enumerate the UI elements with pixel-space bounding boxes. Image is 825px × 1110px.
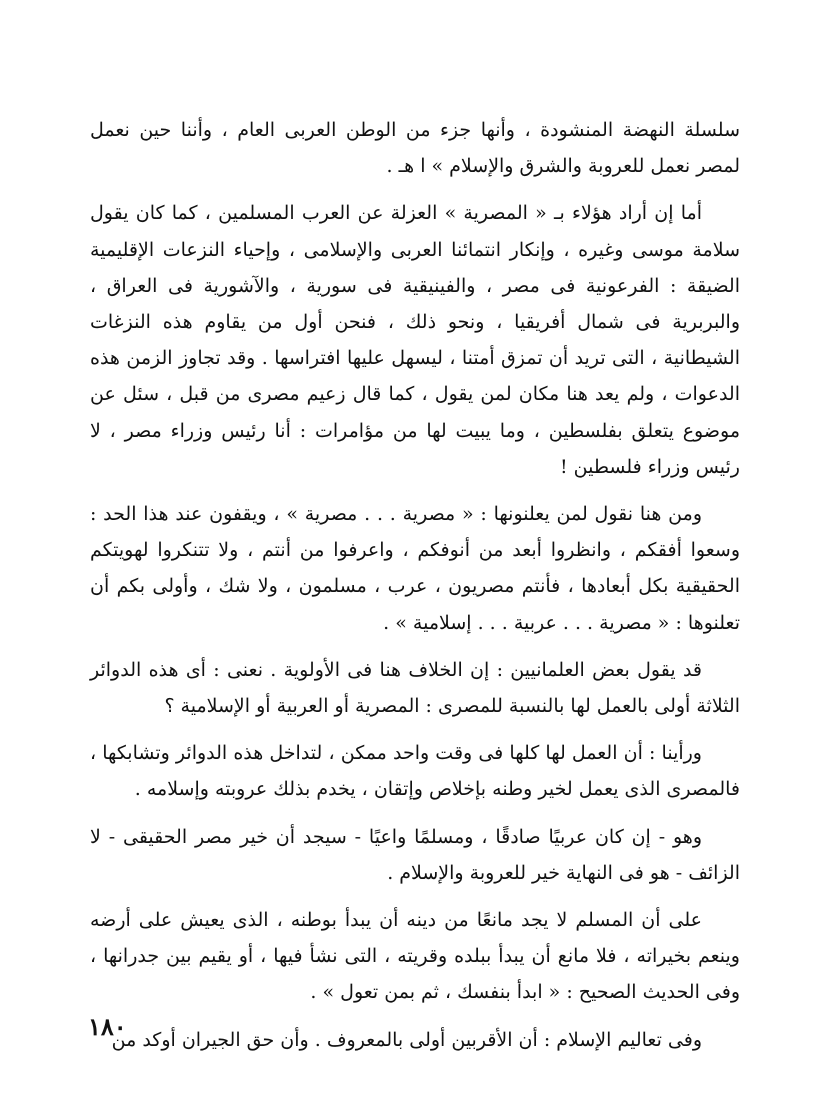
paragraph-3: ومن هنا نقول لمن يعلنونها : « مصرية . . . مصرية » ، ويقفون عند هذا الحد : وسعوا أفقكم ، وانظروا أبعد من أنوفكم ، واعرفوا من أنتم ، ولا تتنكروا لهويتكم الحقيقية بكل أبعادها ، فأنتم مصريون ، عرب ، مسلمون ، ولا شك ، وأولى بكم أن تعلنوها : « مصرية . . . عربية . . . إسلامية » . [90,503,740,634]
paragraph-5: ورأينا : أن العمل لها كلها فى وقت واحد ممكن ، لتداخل هذه الدوائر وتشابكها ، فالمصرى الذى يعمل لخير وطنه بإخلاص وإتقان ، يخدم بذلك عروبته وإسلامه . [90,742,740,801]
paragraph-1: سلسلة النهضة المنشودة ، وأنها جزء من الوطن العربى العام ، وأننا حين نعمل لمصر نعمل للعروبة والشرق والإسلام » ا هـ . [90,119,740,178]
paragraph-7: على أن المسلم لا يجد مانعًا من دينه أن يبدأ بوطنه ، الذى يعيش على أرضه وينعم بخيراته ، فلا مانع أن يبدأ ببلده وقريته ، التى نشأ فيها ، أو يقيم بين جدرانها ، وفى الحديث الصحيح : « ابدأ بنفسك ، ثم بمن تعول » . [90,909,740,1004]
paragraph-8: وفى تعاليم الإسلام : أن الأقربين أولى بالمعروف . وأن حق الجيران أوكد من [111,1028,702,1051]
paragraph-2: أما إن أراد هؤلاء بـ « المصرية » العزلة عن العرب المسلمين ، كما كان يقول سلامة موسى وغيره ، وإنكار انتمائنا العربى والإسلامى ، وإحياء النزعات الإقليمية الضيقة : الفرعونية فى مصر ، والفينيقية فى سورية ، والآشورية فى العراق ، والبربرية فى شمال أفريقيا ، ونحو ذلك ، فنحن أول من يقاوم هذه النزغات الشيطانية ، التى تريد أن تمزق أمتنا ، ليسهل عليها افتراسها . وقد تجاوز الزمن هذه الدعوات ، ولم يعد هنا مكان لمن يقول ، كما قال زعيم مصرى من قبل ، سئل عن موضوع يتعلق بفلسطين ، وما يبيت لها من مؤامرات : أنا رئيس وزراء مصر ، لا رئيس وزراء فلسطين ! [90,202,740,478]
page-number: ١٨٠ [88,1012,127,1041]
paragraph-6: وهو - إن كان عربيًا صادقًا ، ومسلمًا واعيًا - سيجد أن خير مصر الحقيقى - لا الزائف - هو فى النهاية خير للعروبة والإسلام . [90,825,740,884]
page-body [90,112,740,1069]
paragraph-4: قد يقول بعض العلمانيين : إن الخلاف هنا فى الأولوية . نعنى : أى هذه الدوائر الثلاثة أولى بالعمل لها بالنسبة للمصرى : المصرية أو العربية أو الإسلامية ؟ [90,658,740,718]
